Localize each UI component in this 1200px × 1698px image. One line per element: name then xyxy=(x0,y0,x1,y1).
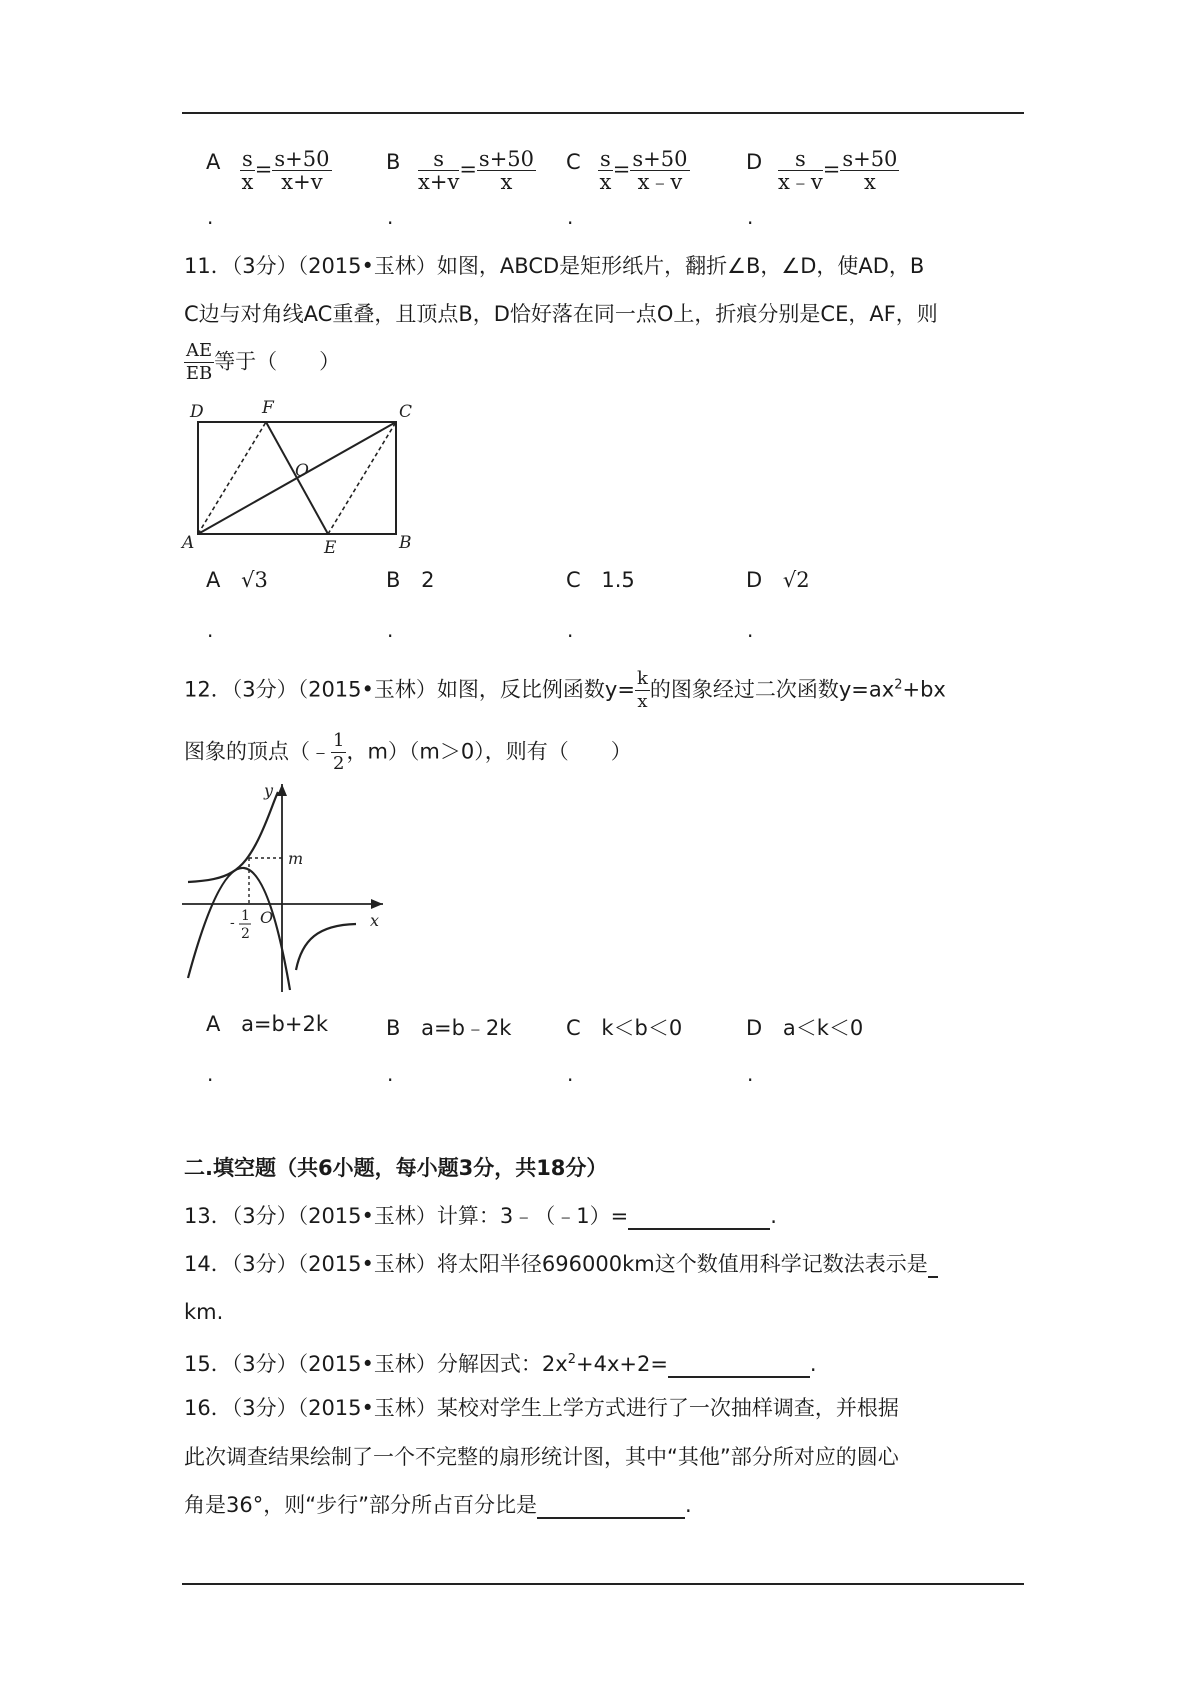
fraction: $\frac{s}{x}$ xyxy=(599,147,612,194)
label-y: y xyxy=(264,781,274,800)
option-dot: . xyxy=(207,205,214,229)
option-dot: . xyxy=(747,618,754,642)
fraction: $\frac{s}{x}$ xyxy=(241,147,254,194)
q11-option-c: C 1.5 xyxy=(566,568,635,592)
q12-option-d: D a＜k＜0 xyxy=(746,1016,864,1040)
label-d: D xyxy=(190,402,204,422)
q11-rectangle-figure xyxy=(180,395,420,560)
q10-option-b xyxy=(386,150,400,174)
label-half-num: 1 xyxy=(241,908,250,924)
option-letter: D xyxy=(746,150,763,174)
option-letter: A xyxy=(206,150,221,174)
q11-line-2: C边与对角线AC重叠，且顶点B，D恰好落在同一点O上，折痕分别是CE，AF，则 xyxy=(184,302,938,326)
q12-option-a: A a=b+2k xyxy=(206,1012,328,1036)
label-m: m xyxy=(288,849,304,868)
fraction: $\frac{s}{x﹣v}$ xyxy=(778,147,823,194)
option-letter: B xyxy=(386,150,401,174)
q12-option-c: C k＜b＜0 xyxy=(566,1016,683,1040)
option-dot: . xyxy=(747,205,754,229)
option-dot: . xyxy=(387,205,394,229)
ae-over-eb-fraction: $\frac{AE}{EB}$ xyxy=(185,340,213,384)
label-half-den: 2 xyxy=(241,926,250,942)
equals-sign: = xyxy=(459,157,477,182)
fraction: $\frac{s}{x+v}$ xyxy=(418,147,460,194)
hyperbola-left-branch xyxy=(188,792,278,882)
footer-rule xyxy=(182,1583,1024,1585)
equals-sign: = xyxy=(612,157,631,182)
option-dot: . xyxy=(567,205,574,229)
option-dot: . xyxy=(207,1062,214,1086)
q11-option-b: B 2 xyxy=(386,568,435,592)
fraction: $\frac{s+50}{x﹣v}$ xyxy=(632,147,688,194)
q12-option-b: B a=b﹣2k xyxy=(386,1016,512,1040)
q10-option-a-expr xyxy=(240,148,332,193)
q16-answer-blank[interactable] xyxy=(537,1495,685,1519)
q15-answer-blank[interactable] xyxy=(668,1354,810,1378)
sqrt3-value: √3 xyxy=(241,568,268,592)
q13-answer-blank[interactable] xyxy=(628,1206,770,1230)
q16-line-1: 16．（3分）（2015•玉林）某校对学生上学方式进行了一次抽样调查，并根据 xyxy=(184,1396,899,1420)
q16-line-3: 角是36°，则“步行”部分所占百分比是 . xyxy=(184,1493,692,1517)
q14-line-1: 14．（3分）（2015•玉林）将太阳半径696000km这个数值用科学记数法表示是 xyxy=(184,1250,938,1278)
header-rule xyxy=(182,112,1024,114)
q16-line-2: 此次调查结果绘制了一个不完整的扇形统计图，其中“其他”部分所对应的圆心 xyxy=(184,1445,899,1469)
q12-line-1: 12．（3分）（2015•玉林）如图，反比例函数y= $\frac{k}{x}$ 的图象经过二次函数$y=ax^2+bx$ xyxy=(184,668,946,712)
section-2-title: 二.填空题（共6小题，每小题3分，共18分） xyxy=(184,1156,608,1180)
label-minus: - xyxy=(230,915,235,931)
q15-line: 15．（3分）（2015•玉林）分解因式：$2x^2+4x+2=$ . xyxy=(184,1352,817,1376)
hyperbola-right-branch xyxy=(296,924,356,970)
q10-option-c xyxy=(566,150,581,174)
fold-af xyxy=(198,422,266,534)
q10-option-d-expr xyxy=(778,148,899,193)
q11-line-3: $\frac{AE}{EB}$ 等于（ ） xyxy=(185,340,341,384)
label-c: C xyxy=(399,402,413,422)
option-dot: . xyxy=(387,1062,394,1086)
equals-sign: = xyxy=(822,157,841,182)
option-dot: . xyxy=(207,618,214,642)
option-dot: . xyxy=(567,1062,574,1086)
fraction: $\frac{s+50}{x+v}$ xyxy=(274,147,330,194)
option-letter: C xyxy=(566,150,581,174)
fold-ec xyxy=(328,422,396,534)
sqrt2-value: √2 xyxy=(782,568,810,592)
q14-line-2: km. xyxy=(184,1300,224,1324)
q10-option-d xyxy=(746,150,762,174)
label-f: F xyxy=(262,398,274,418)
fraction: $\frac{s+50}{x}$ xyxy=(842,147,898,194)
q10-option-b-expr xyxy=(418,148,536,193)
option-dot: . xyxy=(747,1062,754,1086)
q14-answer-blank[interactable] xyxy=(928,1254,938,1278)
k-over-x-fraction: $\frac{k}{x}$ xyxy=(636,668,648,712)
parabola-curve xyxy=(188,868,290,990)
label-e: E xyxy=(324,538,337,558)
one-half-fraction: $\frac{1}{2}$ xyxy=(333,730,345,774)
label-b: B xyxy=(399,533,412,553)
label-o: O xyxy=(295,461,309,481)
option-dot: . xyxy=(387,618,394,642)
q11-option-d: D √2 xyxy=(746,568,810,592)
q12-line-2: 图象的顶点（﹣ $\frac{1}{2}$ ，m）（m＞0），则有（ ） xyxy=(184,730,632,774)
fraction: $\frac{s+50}{x}$ xyxy=(478,147,535,194)
q10-option-c-expr xyxy=(598,148,690,193)
q10-option-a xyxy=(206,150,220,174)
label-o: O xyxy=(260,908,274,927)
q11-option-a: A √3 xyxy=(206,568,268,592)
q12-graph-figure xyxy=(178,780,388,995)
y-axis-arrow xyxy=(277,784,287,796)
q11-line-1: 11．（3分）（2015•玉林）如图，ABCD是矩形纸片，翻折∠B，∠D，使AD，B xyxy=(184,254,925,278)
label-a: A xyxy=(182,533,195,553)
equals-sign: = xyxy=(254,157,273,182)
q13-line: 13．（3分）（2015•玉林）计算：3﹣（﹣1）= . xyxy=(184,1204,777,1228)
label-x: x xyxy=(370,911,380,930)
x-axis-arrow xyxy=(371,899,383,909)
option-dot: . xyxy=(567,618,574,642)
